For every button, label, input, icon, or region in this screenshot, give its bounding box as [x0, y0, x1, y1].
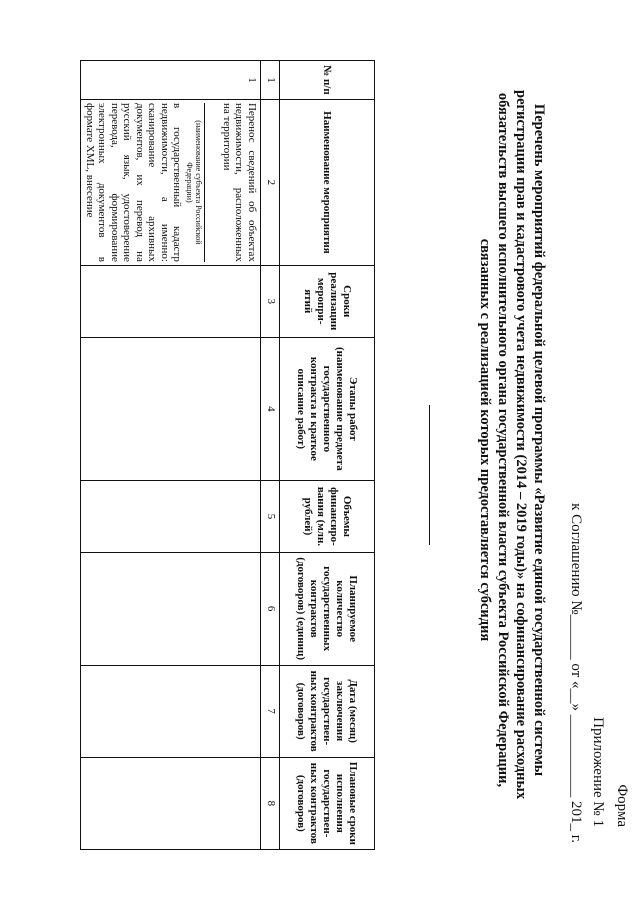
form-label: Форма — [614, 784, 630, 827]
execution-terms-cell — [81, 757, 261, 849]
subject-caption: (наименование субъекта Российской Федерации) — [185, 120, 204, 245]
column-header-number: № п/п — [280, 61, 375, 100]
column-header-terms: Сроки реализации меропри-ятий — [280, 265, 375, 337]
column-number: 1 — [261, 61, 280, 100]
measure-text-continued: в государственный кадастр недвижимости, а именно: сканирование архивных документов, их перевод на русский язык, удостоверение перевода, формирование электронных документов в формате XML, внесение — [84, 102, 184, 262]
agreement-reference: к Соглашению №______ от «__» ___________ 201_ г. — [568, 503, 584, 843]
column-number: 5 — [261, 481, 280, 553]
row-number: 1 — [81, 61, 261, 100]
column-header-measure: Наименование мероприятия — [280, 99, 375, 265]
title-line: связанных с реализацией которых предоставляется субсидия — [477, 238, 493, 642]
measures-table — [81, 60, 376, 850]
column-number: 7 — [261, 665, 280, 757]
column-header-contracts-count: Планируемое количество государственных контрактов (договоров) (единиц) — [280, 552, 375, 665]
funding-cell — [81, 481, 261, 553]
measure-description — [81, 99, 261, 265]
table-header-row — [280, 61, 375, 850]
appendix-number: Приложение № 1 — [590, 717, 606, 827]
column-number: 8 — [261, 757, 280, 849]
conclusion-date-cell — [81, 665, 261, 757]
column-numbers-row — [261, 61, 280, 850]
measure-text: Перенос сведений об объектах недвижимости, расположенных на территории — [221, 102, 258, 262]
title-line: регистрации прав и кадастрового учета недвижимости (2014 – 2019 годы)» на софинансирование расходных — [513, 90, 529, 800]
document-title — [476, 90, 548, 800]
column-number: 3 — [261, 265, 280, 337]
column-number: 4 — [261, 337, 280, 480]
column-number: 2 — [261, 99, 280, 265]
title-line: обязательств высшего исполнительного органа государственной власти субъекта Российской Федерации, — [495, 92, 511, 788]
column-header-stages: Этапы работ (наименование предмета государственного контракта и краткое описание работ) — [280, 337, 375, 480]
column-header-execution-terms: Плановые сроки исполнения государствен-ных контрактов (договоров) — [280, 757, 375, 849]
title-line: Перечень мероприятий федеральной целевой программы «Развитие единой государственной системы — [531, 103, 547, 777]
table-row — [81, 61, 261, 850]
column-header-conclusion-date: Дата (месяц) заключения государствен-ных контрактов (договоров) — [280, 665, 375, 757]
terms-cell — [81, 265, 261, 337]
column-number: 6 — [261, 552, 280, 665]
title-underline — [429, 405, 430, 545]
subject-blank-line — [205, 103, 218, 262]
stages-cell — [81, 337, 261, 480]
column-header-funding: Объемы финансиро-вания (млн. рублей) — [280, 481, 375, 553]
contracts-count-cell — [81, 552, 261, 665]
